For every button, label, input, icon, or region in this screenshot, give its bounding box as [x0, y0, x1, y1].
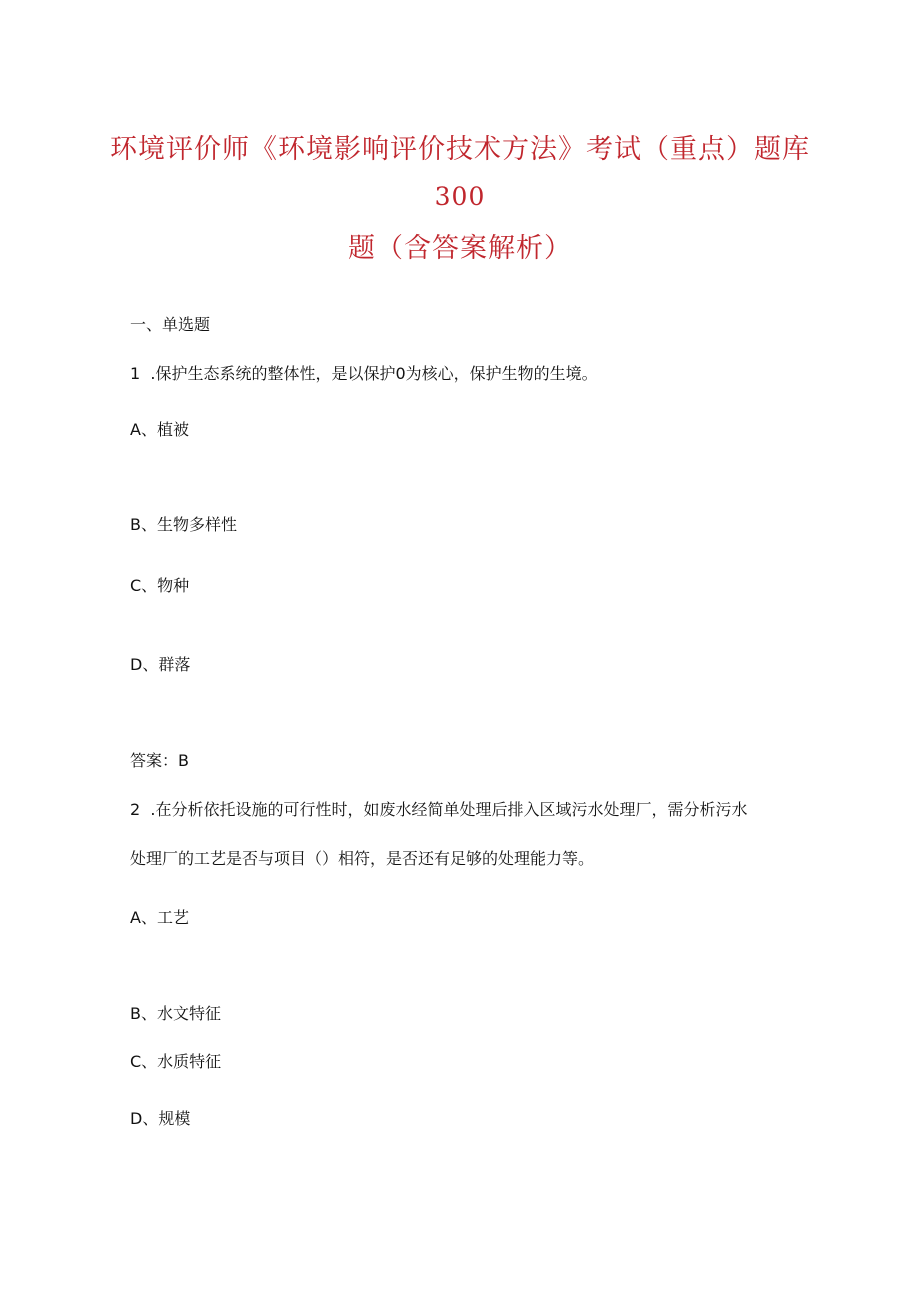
question-1-answer: 答案：B [130, 751, 189, 770]
section-heading: 一、单选题 [130, 315, 211, 334]
question-1-option-c: C、物种 [130, 576, 190, 595]
document-title-line-1: 环境评价师《环境影响评价技术方法》考试（重点）题库 [110, 134, 810, 165]
document-title-line-3: 题（含答案解析） [348, 233, 572, 264]
question-2-option-a: A、工艺 [130, 908, 189, 927]
question-2-stem-line-2: 处理厂的工艺是否与项目（）相符，是否还有足够的处理能力等。 [130, 849, 595, 868]
question-2-option-c: C、水质特征 [130, 1052, 222, 1071]
question-2-option-d: D、规模 [130, 1109, 191, 1128]
question-1-option-b: B、生物多样性 [130, 515, 237, 534]
question-1-option-d: D、群落 [130, 655, 191, 674]
question-1-option-a: A、植被 [130, 420, 189, 439]
question-1-stem: 1 .保护生态系统的整体性，是以保护0为核心，保护生物的生境。 [130, 364, 598, 383]
document-title-line-2: 300 [434, 182, 486, 211]
question-2-stem-line-1: 2 .在分析依托设施的可行性时，如废水经简单处理后排入区域污水处理厂，需分析污水 [130, 800, 748, 819]
question-2-option-b: B、水文特征 [130, 1004, 221, 1023]
